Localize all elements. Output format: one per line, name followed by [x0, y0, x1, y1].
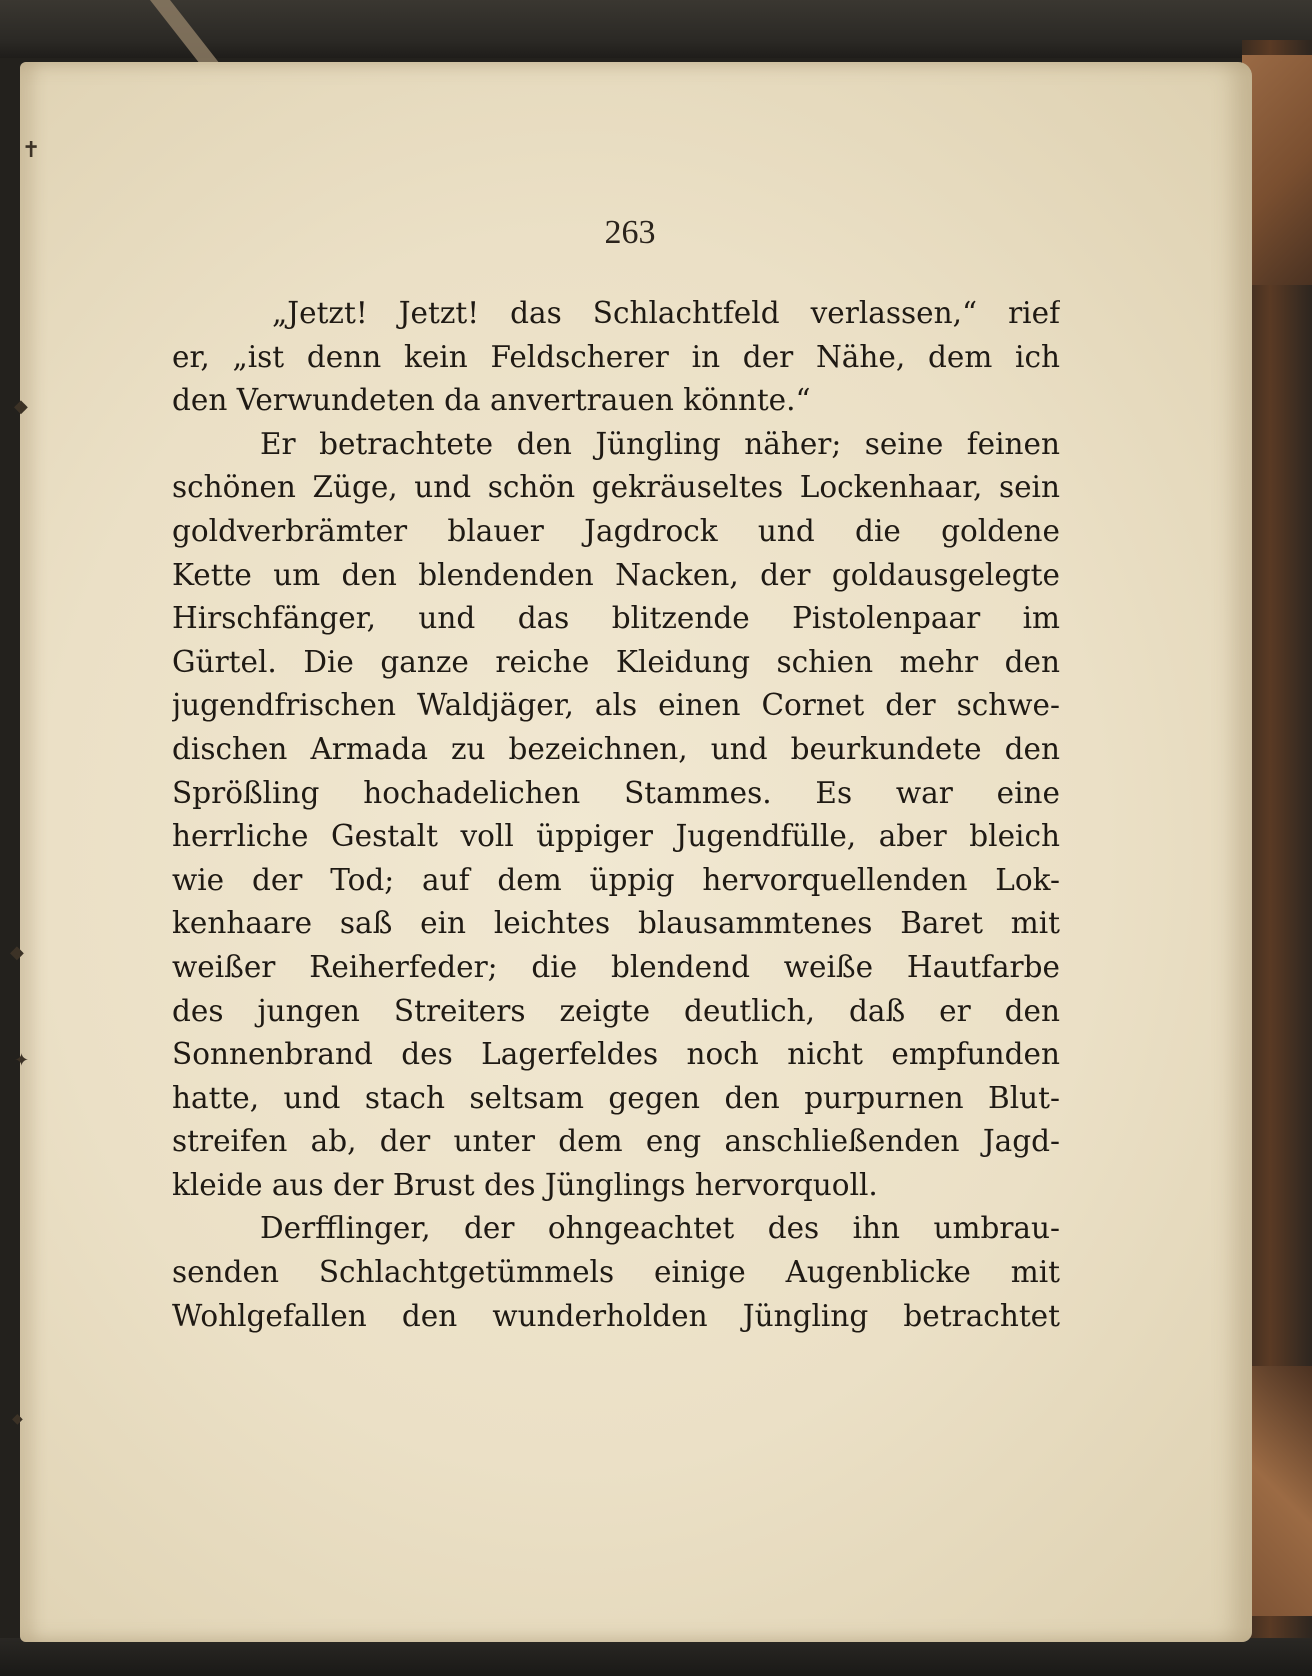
- page-text: [172, 292, 1060, 1338]
- text-line: den Verwundeten da anvertrauen könnte.“: [172, 383, 811, 418]
- binding-mark: ✦: [14, 1050, 30, 1071]
- text-line: Gürtel. Die ganze reiche Kleidung schien mehr den: [172, 644, 1060, 679]
- text-line: Sonnenbrand des Lagerfeldes noch nicht empfunden: [172, 1037, 1060, 1072]
- text-line: Er betrachtete den Jüngling näher; seine feinen: [260, 426, 1060, 461]
- text-line: Kette um den blendenden Nacken, der goldausgelegte: [172, 557, 1060, 592]
- text-line: hatte, und stach seltsam gegen den purpurnen Blut-: [172, 1080, 1060, 1115]
- text-line: des jungen Streiters zeigte deutlich, daß er den: [172, 993, 1060, 1028]
- text-line: „Jetzt! Jetzt! das Schlachtfeld verlassen,“ rief: [272, 296, 1060, 330]
- text-line: Sprößling hochadelichen Stammes. Es war eine: [172, 775, 1060, 810]
- book-cover-bottom: [0, 1638, 1312, 1676]
- text-line: herrliche Gestalt voll üppiger Jugendfülle, aber bleich: [172, 819, 1060, 854]
- binding-mark: ◆: [10, 942, 24, 963]
- text-line: kenhaare saß ein leichtes blausammtenes Baret mit: [172, 906, 1060, 941]
- text-line: goldverbrämter blauer Jagdrock und die goldene: [172, 513, 1060, 548]
- text-line: streifen ab, der unter dem eng anschließenden Jagd-: [172, 1124, 1060, 1159]
- text-line: Wohlgefallen den wunderholden Jüngling betrachtet: [172, 1298, 1060, 1333]
- text-line: schönen Züge, und schön gekräuseltes Lockenhaar, sein: [172, 470, 1060, 505]
- page-number: 263: [604, 214, 656, 251]
- text-line: er, „ist denn kein Feldscherer in der Nähe, dem ich: [172, 339, 1060, 374]
- text-line: Hirschfänger, und das blitzende Pistolenpaar im: [172, 601, 1060, 636]
- leather-corner-top: [1242, 55, 1312, 285]
- text-line: wie der Tod; auf dem üppig hervorquellenden Lok-: [172, 862, 1060, 897]
- binding-mark: ✝: [22, 138, 41, 163]
- text-line: weißer Reiherfeder; die blendend weiße Hautfarbe: [172, 949, 1060, 984]
- text-line: dischen Armada zu bezeichnen, und beurkundete den: [172, 731, 1060, 766]
- text-line: jugendfrischen Waldjäger, als einen Cornet der schwe-: [172, 688, 1060, 723]
- binding-mark: ◆: [12, 1411, 23, 1427]
- binding-mark: ◆: [14, 396, 28, 417]
- text-line: kleide aus der Brust des Jünglings hervorquoll.: [172, 1167, 878, 1202]
- text-line: senden Schlachtgetümmels einige Augenblicke mit: [172, 1255, 1060, 1290]
- leather-corner-bottom: [1242, 1366, 1312, 1616]
- text-line: Derfflinger, der ohngeachtet des ihn umbrau-: [260, 1211, 1060, 1246]
